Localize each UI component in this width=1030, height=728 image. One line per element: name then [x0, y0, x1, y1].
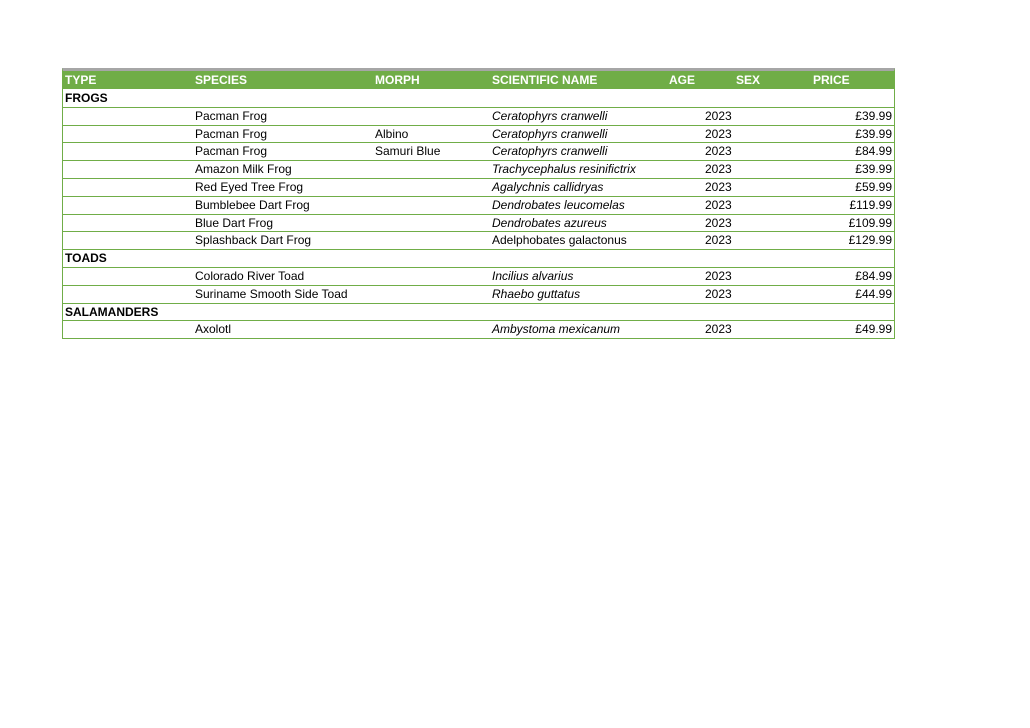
morph-cell: Samuri Blue	[375, 144, 441, 159]
age-cell: 2023	[705, 108, 732, 123]
price-list-table	[62, 68, 895, 339]
price-cell: £59.99	[855, 179, 892, 194]
morph-cell: Albino	[375, 126, 409, 141]
header-row	[63, 71, 894, 90]
species-cell: Pacman Frog	[195, 144, 268, 159]
table-row	[63, 215, 894, 233]
section-row	[63, 90, 894, 108]
table-row	[63, 143, 894, 161]
scientific-name-cell: Trachycephalus resinifictrix	[492, 162, 636, 177]
header-species: SPECIES	[195, 73, 248, 87]
header-sex: SEX	[736, 73, 761, 87]
species-cell: Amazon Milk Frog	[195, 162, 292, 177]
scientific-name-cell: Adelphobates galactonus	[492, 233, 627, 248]
age-cell: 2023	[705, 215, 732, 230]
header-age: AGE	[669, 73, 696, 87]
price-cell: £84.99	[855, 144, 892, 159]
price-cell: £44.99	[855, 286, 892, 301]
header-morph: MORPH	[375, 73, 420, 87]
age-cell: 2023	[705, 233, 732, 248]
price-cell: £39.99	[855, 126, 892, 141]
scientific-name-cell: Ambystoma mexicanum	[492, 322, 621, 337]
table-row	[63, 286, 894, 304]
header-scientific-name: SCIENTIFIC NAME	[492, 73, 598, 87]
species-cell: Suriname Smooth Side Toad	[195, 286, 348, 301]
species-cell: Red Eyed Tree Frog	[195, 179, 304, 194]
table-row	[63, 126, 894, 144]
age-cell: 2023	[705, 286, 732, 301]
table-row	[63, 232, 894, 250]
species-cell: Pacman Frog	[195, 108, 268, 123]
price-cell: £39.99	[855, 162, 892, 177]
age-cell: 2023	[705, 144, 732, 159]
scientific-name-cell: Ceratophyrs cranwelli	[492, 144, 608, 159]
header-price: PRICE	[813, 73, 850, 87]
species-cell: Pacman Frog	[195, 126, 268, 141]
age-cell: 2023	[705, 179, 732, 194]
table-row	[63, 108, 894, 126]
scientific-name-cell: Ceratophyrs cranwelli	[492, 108, 608, 123]
table-body	[63, 90, 894, 339]
section-row	[63, 304, 894, 322]
species-cell: Blue Dart Frog	[195, 215, 274, 230]
price-cell: £109.99	[848, 215, 892, 230]
table-row	[63, 161, 894, 179]
section-label: FROGS	[65, 91, 108, 105]
price-cell: £39.99	[855, 108, 892, 123]
scientific-name-cell: Rhaebo guttatus	[492, 286, 581, 301]
section-label: SALAMANDERS	[65, 304, 159, 319]
species-cell: Axolotl	[195, 322, 232, 337]
scientific-name-cell: Dendrobates azureus	[492, 215, 607, 230]
section-row	[63, 250, 894, 268]
section-label: TOADS	[65, 251, 107, 266]
species-cell: Colorado River Toad	[195, 268, 305, 283]
price-cell: £84.99	[855, 268, 892, 283]
species-cell: Splashback Dart Frog	[195, 233, 312, 248]
age-cell: 2023	[705, 162, 732, 177]
age-cell: 2023	[705, 322, 732, 337]
scientific-name-cell: Incilius alvarius	[492, 268, 574, 283]
price-cell: £119.99	[849, 197, 892, 212]
age-cell: 2023	[705, 268, 732, 283]
table-row	[63, 321, 894, 339]
age-cell: 2023	[705, 197, 732, 212]
scientific-name-cell: Dendrobates leucomelas	[492, 197, 625, 212]
table-row	[63, 268, 894, 286]
age-cell: 2023	[705, 126, 732, 141]
price-cell: £49.99	[855, 322, 892, 337]
price-cell: £129.99	[848, 233, 892, 248]
scientific-name-cell: Ceratophyrs cranwelli	[492, 126, 608, 141]
header-type: TYPE	[65, 73, 97, 87]
species-cell: Bumblebee Dart Frog	[195, 197, 310, 212]
scientific-name-cell: Agalychnis callidryas	[492, 179, 604, 194]
table-row	[63, 197, 894, 215]
table-row	[63, 179, 894, 197]
